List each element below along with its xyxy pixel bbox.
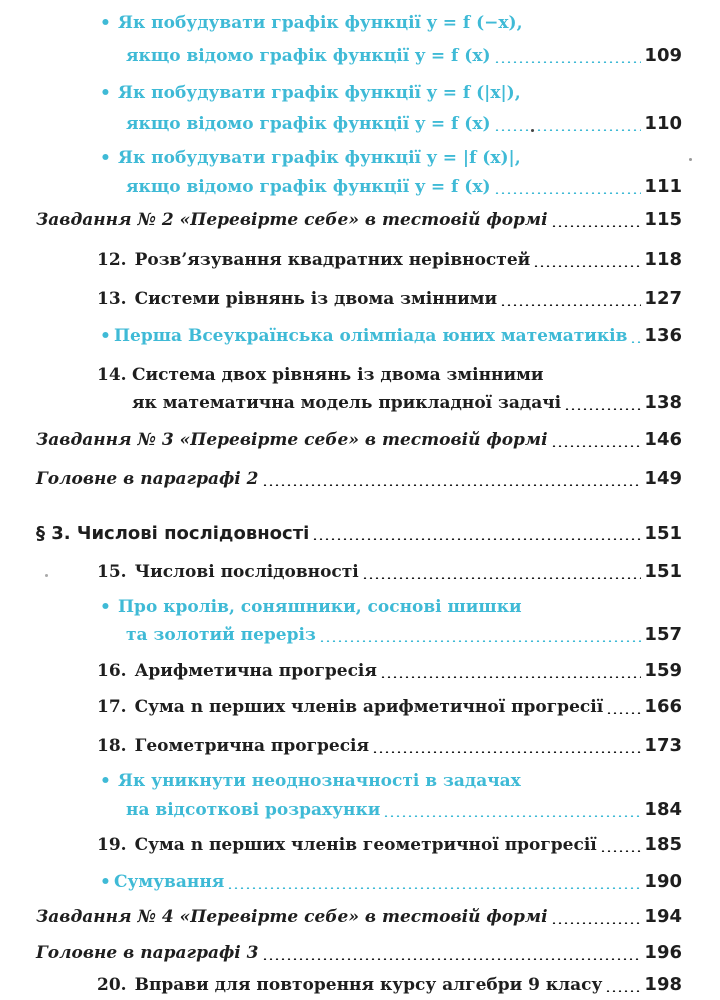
leader-dots <box>494 129 642 131</box>
leader-dots <box>372 751 641 753</box>
toc-section-title: § 3. Числові послідовності <box>36 523 310 544</box>
toc-entry-number: 17. <box>97 697 127 717</box>
page-number: 149 <box>644 468 682 489</box>
page-number: 190 <box>644 871 682 892</box>
toc-entry-line2: якщо відомо графік функції y = f (x) <box>126 177 491 197</box>
leader-dots <box>312 538 641 540</box>
page-number: 138 <box>644 392 682 413</box>
bullet-icon: • <box>100 148 111 168</box>
page-number: 110 <box>644 113 682 134</box>
toc-entry-title: Вправи для повторення курсу алгебри 9 класу <box>134 975 603 995</box>
toc-entry-number: 20. <box>97 975 127 995</box>
toc-entry-line2: на відсоткові розрахунки <box>126 800 381 820</box>
leader-dots <box>600 850 642 852</box>
toc-entry-line2: як математична модель прикладної задачі <box>132 393 562 413</box>
toc-entry-number: 14. <box>97 365 127 385</box>
bullet-icon: • <box>100 597 111 617</box>
leader-dots <box>551 225 642 227</box>
leader-dots <box>500 304 641 306</box>
leader-dots <box>606 712 641 714</box>
leader-dots <box>494 61 642 63</box>
leader-dots <box>362 577 642 579</box>
toc-entry-title: Завдання № 4 «Перевірте себе» в тестовій формі <box>36 907 548 927</box>
toc-entry-title: Числові послідовності <box>134 562 359 582</box>
leader-dots <box>630 341 641 343</box>
page-number: 184 <box>644 799 682 820</box>
bullet-icon: • <box>100 83 111 103</box>
toc-entry-line1: Як побудувати графік функції y = f (−x), <box>118 13 523 33</box>
bullet-icon: • <box>100 771 111 791</box>
leader-dots <box>380 676 641 678</box>
leader-dots <box>262 484 642 486</box>
leader-dots <box>494 192 642 194</box>
toc-entry-title: Арифметична прогресія <box>134 661 377 681</box>
toc-entry-number: 16. <box>97 661 127 681</box>
toc-entry-title: Головне в параграфі 3 <box>36 943 259 963</box>
leader-dots <box>605 990 641 992</box>
page-number: 159 <box>644 660 682 681</box>
page-number: 136 <box>644 325 682 346</box>
scan-speck <box>689 158 692 161</box>
toc-entry-line1: Система двох рівнянь із двома змінними <box>132 365 544 385</box>
leader-dots <box>533 265 641 267</box>
bullet-icon: • <box>100 326 111 346</box>
page-number: 115 <box>644 209 682 230</box>
scan-speck <box>531 129 534 132</box>
toc-entry-title: Сумування <box>114 872 225 892</box>
toc-entry-number: 12. <box>97 250 127 270</box>
leader-dots <box>564 408 641 410</box>
scan-speck <box>45 574 48 577</box>
page-number: 194 <box>644 906 682 927</box>
toc-entry-line2: якщо відомо графік функції y = f (x) <box>126 114 491 134</box>
toc-entry-title: Системи рівнянь із двома змінними <box>134 289 498 309</box>
bullet-icon: • <box>100 872 111 892</box>
page-number: 198 <box>644 974 682 995</box>
page-number: 127 <box>644 288 682 309</box>
leader-dots <box>551 922 642 924</box>
toc-entry-title: Перша Всеукраїнська олімпіада юних математиків <box>114 326 628 346</box>
toc-entry-number: 19. <box>97 835 127 855</box>
leader-dots <box>551 445 642 447</box>
page-number: 151 <box>644 523 682 544</box>
toc-entry-line2: та золотий переріз <box>126 625 316 645</box>
leader-dots <box>319 640 642 642</box>
toc-entry-number: 13. <box>97 289 127 309</box>
page-number: 109 <box>644 45 682 66</box>
toc-entry-line1: Як побудувати графік функції y = f (|x|), <box>118 83 521 103</box>
toc-entry-number: 18. <box>97 736 127 756</box>
leader-dots <box>383 815 641 817</box>
page-number: 173 <box>644 735 682 756</box>
page-number: 196 <box>644 942 682 963</box>
toc-entry-line1: Як уникнути неоднозначності в задачах <box>118 771 521 791</box>
page-number: 151 <box>644 561 682 582</box>
toc-entry-line1: Як побудувати графік функції y = |f (x)|, <box>118 148 521 168</box>
toc-entry-title: Геометрична прогресія <box>134 736 370 756</box>
toc-entry-number: 15. <box>97 562 127 582</box>
toc-entry-title: Сума n перших членів арифметичної прогресії <box>134 697 604 717</box>
page-number: 157 <box>644 624 682 645</box>
page-number: 118 <box>644 249 682 270</box>
page-number: 185 <box>644 834 682 855</box>
page-number: 146 <box>644 429 682 450</box>
toc-entry-line2: якщо відомо графік функції y = f (x) <box>126 46 491 66</box>
leader-dots <box>262 958 642 960</box>
leader-dots <box>227 887 641 889</box>
toc-entry-title: Розв’язування квадратних нерівностей <box>134 250 531 270</box>
toc-entry-title: Завдання № 3 «Перевірте себе» в тестовій формі <box>36 430 548 450</box>
toc-entry-title: Сума n перших членів геометричної прогресії <box>134 835 597 855</box>
toc-entry-line1: Про кролів, соняшники, соснові шишки <box>118 597 522 617</box>
page-number: 166 <box>644 696 682 717</box>
toc-entry-title: Головне в параграфі 2 <box>36 469 259 489</box>
toc-entry-title: Завдання № 2 «Перевірте себе» в тестовій формі <box>36 210 548 230</box>
page-number: 111 <box>644 176 682 197</box>
bullet-icon: • <box>100 13 111 33</box>
